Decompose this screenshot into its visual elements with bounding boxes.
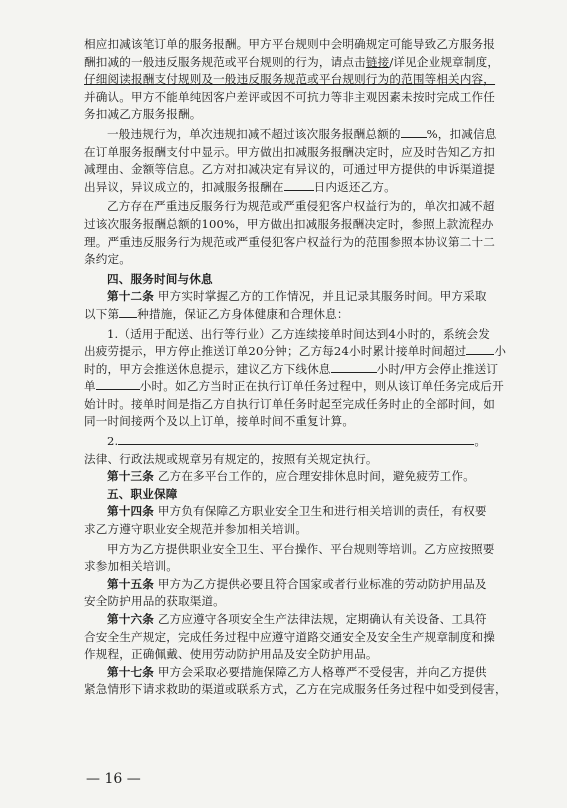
section-heading: 五、职业保障 xyxy=(107,486,178,501)
text-span: 甲方实时掌握乙方的工作情况，并且记录其服务时间。甲方采取 xyxy=(157,289,487,304)
paragraph-line: 务扣减乙方服务报酬。 xyxy=(84,107,202,122)
text-span: 日内返还乙方。 xyxy=(313,179,396,194)
text-span: 单 xyxy=(84,379,96,394)
blank-field xyxy=(331,361,377,373)
text-span: 以下第 xyxy=(84,306,120,321)
paragraph-line: 同一时间接两个及以上订单，接单时间不重复计算。 xyxy=(84,414,355,429)
text-span: 时的，甲方会推送休息提示，建议乙方下线休息 xyxy=(84,361,331,376)
blank-field xyxy=(466,343,494,355)
blank-field xyxy=(284,179,314,191)
text-span: 乙方在多平台工作的，应合理安排休息时间，避免疲劳工作。 xyxy=(157,469,475,484)
text-span: /详见企业规章制度， xyxy=(389,54,500,69)
text-span: 种措施，保证乙方身体健康和合理休息： xyxy=(137,306,349,321)
paragraph-line: 乙方存在严重违反服务行为规范或严重侵犯客户权益行为的，单次扣减不超 xyxy=(107,199,495,214)
paragraph-line: 过该次服务报酬总额的100%，甲方做出扣减服务报酬决定时，参照上款流程办 xyxy=(84,216,494,231)
paragraph-line xyxy=(84,664,494,682)
text-span: 出疲劳提示，甲方停止推送订单20分钟；乙方每24小时累计接单时间超过 xyxy=(84,344,467,359)
paragraph-line xyxy=(84,361,499,379)
blank-field xyxy=(119,306,137,318)
text-span: 出异议，异议成立的，扣减服务报酬在 xyxy=(84,179,284,194)
text-span: 。 xyxy=(474,434,487,449)
paragraph-line xyxy=(84,468,494,486)
text-span: 小时。如乙方当时正在执行订单任务过程中，则从该订单任务完成后开 xyxy=(139,379,504,394)
paragraph-line: 1.（适用于配送、出行等行业）乙方连续接单时间达到4小时的，系统会发 xyxy=(107,326,490,341)
text-span: 小 xyxy=(494,344,507,359)
text-span: 酬扣减的一般违反服务规范或平台规则的行为，请点击 xyxy=(84,54,366,69)
text-span: %，扣减信息 xyxy=(426,126,497,141)
paragraph-line xyxy=(84,179,494,197)
text-span: 小时/甲方会停止推送订 xyxy=(376,361,499,376)
text-span: 乙方应遵守各项安全生产法律法规，定期确认有关设备、工具符 xyxy=(157,612,487,626)
paragraph-line xyxy=(84,503,494,521)
article-number: 第十七条 xyxy=(107,664,154,679)
paragraph-line: 条约定。 xyxy=(84,252,131,267)
page-number: — 16 — xyxy=(86,771,141,787)
paragraph-line: 作规程，正确佩戴、使用劳动防护用品及安全防护用品。 xyxy=(84,647,378,662)
paragraph-line: 仔细阅读报酬支付规则及一般违反服务规范或平台规则行为的范围等相关内容， xyxy=(84,72,496,87)
paragraph-line xyxy=(84,306,494,324)
paragraph-line xyxy=(84,576,494,594)
text-span: 甲方为乙方提供必要且符合国家或者行业标准的劳动防护用品及 xyxy=(157,576,487,591)
paragraph-line xyxy=(84,343,507,361)
text-span: 甲方负有保障乙方职业安全卫生和进行相关培训的责任，有权要 xyxy=(157,504,487,519)
text-span: 一般违规行为，单次违规扣减不超过该次服务报酬总额的 xyxy=(107,126,401,141)
article-number: 第十三条 xyxy=(107,469,154,484)
article-number: 第十五条 xyxy=(107,576,154,591)
text-span: 甲方会采取必要措施保障乙方人格尊严不受侵害，并向乙方提供 xyxy=(157,664,487,679)
text-span: 2. xyxy=(107,434,119,449)
blank-field xyxy=(401,126,427,138)
document-body xyxy=(84,36,507,699)
paragraph-line: 安全防护用品的获取渠道。 xyxy=(84,594,225,609)
paragraph-line xyxy=(84,126,497,144)
paragraph-line: 减理由、金额等信息。乙方对扣减决定有异议的，可通过甲方提供的申诉渠道提 xyxy=(84,162,496,177)
paragraph-line: 甲方为乙方提供职业安全卫生、平台操作、平台规则等培训。乙方应按照要 xyxy=(107,541,495,556)
paragraph-line: 理。严重违反服务行为规范或严重侵犯客户权益行为的范围参照本协议第二十二 xyxy=(84,234,496,249)
paragraph-line: 紧急情形下请求救助的渠道或联系方式，乙方在完成服务任务过程中如受到侵害， xyxy=(84,682,507,697)
paragraph-line xyxy=(84,54,500,72)
link-text[interactable]: 链接 xyxy=(365,54,390,69)
paragraph-line: 求乙方遵守职业安全规范并参加相关培训。 xyxy=(84,522,308,537)
paragraph-line: 在订单服务报酬支付中显示。甲方做出扣减服务报酬决定时，应及时告知乙方扣 xyxy=(84,144,496,159)
paragraph-line: 始计时。接单时间是指乙方自执行订单任务时起至完成任务时止的全部时间，如 xyxy=(84,396,496,411)
paragraph-line xyxy=(84,378,504,396)
article-number: 第十六条 xyxy=(107,612,154,626)
article-number: 第十四条 xyxy=(107,504,154,519)
blank-field xyxy=(118,433,474,445)
paragraph-line xyxy=(84,288,494,306)
paragraph-line: 法律、行政法规或规章另有规定的，按照有关规定执行。 xyxy=(84,451,378,466)
article-number: 第十二条 xyxy=(107,289,154,304)
section-heading: 四、服务时间与休息 xyxy=(107,271,213,286)
paragraph-line: 相应扣减该笔订单的服务报酬。甲方平台规则中会明确规定可能导致乙方服务报 xyxy=(84,37,496,51)
paragraph-line xyxy=(84,433,494,451)
paragraph-line: 求参加相关培训。 xyxy=(84,559,178,574)
blank-field xyxy=(96,378,140,390)
paragraph-line: 合安全生产规定，完成任务过程中应遵守道路交通安全及安全生产规章制度和操 xyxy=(84,629,496,644)
paragraph-line xyxy=(84,611,494,629)
paragraph-line: 并确认。甲方不能单纯因客户差评或因不可抗力等非主观因素未按时完成工作任 xyxy=(84,89,496,104)
